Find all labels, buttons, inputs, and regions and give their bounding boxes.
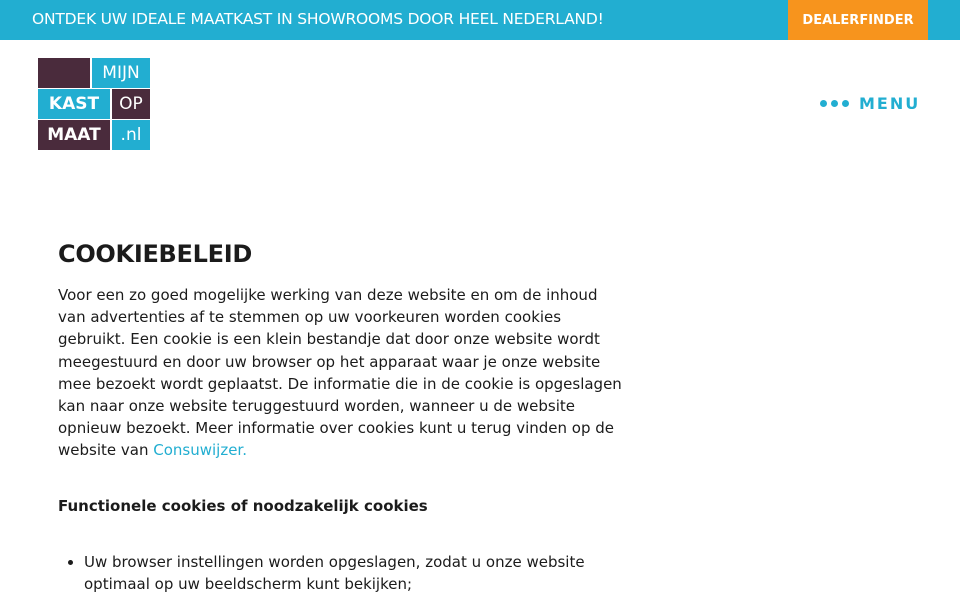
intro-text: Voor een zo goed mogelijke werking van deze website en om de inhoud van advertenties af te stemmen op uw voorkeuren worden cookies gebruikt. Een cookie is een klein bestandje dat door onze website wordt meegestuurd en door uw browser op het apparaat waar je onze website mee bezoekt wordt geplaatst. De informatie die in de cookie is opgeslagen kan naar onze website teruggestuurd worden, wanneer u de website opnieuw bezoekt. Meer informatie over cookies kunt u terug vinden op de website van <box>58 286 622 460</box>
logo-block-purple <box>38 58 90 88</box>
logo-word-op: OP <box>112 89 150 119</box>
logo-word-maat: MAAT <box>38 120 110 150</box>
cookie-list <box>58 551 624 595</box>
dealerfinder-button[interactable]: DEALERFINDER <box>788 0 928 40</box>
announcement-bar <box>0 0 960 40</box>
menu-button[interactable] <box>820 92 920 114</box>
page-content <box>58 240 628 268</box>
section-heading: Functionele cookies of noodzakelijk cookies <box>58 497 428 515</box>
intro-paragraph <box>58 284 628 462</box>
logo-word-kast: KAST <box>38 89 110 119</box>
logo-word-nl: .nl <box>112 120 150 150</box>
three-dots-icon <box>820 100 849 107</box>
list-item: • Uw browser instellingen worden opgeslagen, zodat u onze website optimaal op uw beeldscherm kunt bekijken; <box>84 551 624 595</box>
consuwijzer-link[interactable]: Consuwijzer. <box>153 441 247 460</box>
page-title: COOKIEBELEID <box>58 240 252 268</box>
logo-word-mijn: MIJN <box>92 58 150 88</box>
menu-label: MENU <box>859 93 921 113</box>
site-logo[interactable] <box>38 58 150 150</box>
announcement-text: ONTDEK UW IDEALE MAATKAST IN SHOWROOMS DOOR HEEL NEDERLAND! <box>32 10 604 28</box>
